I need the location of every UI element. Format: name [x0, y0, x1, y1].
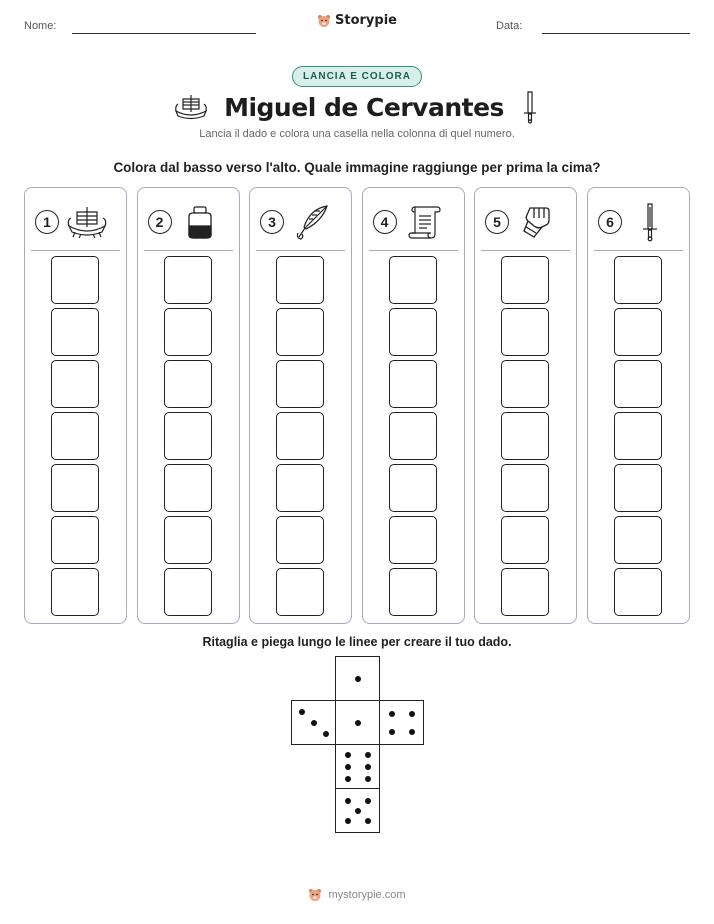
title-row [0, 90, 714, 124]
color-cell[interactable] [614, 256, 662, 304]
column-number: 5 [485, 210, 509, 234]
die-pip [355, 676, 361, 682]
die-pip [409, 711, 415, 717]
die-pip [409, 729, 415, 735]
color-cell[interactable] [389, 412, 437, 460]
column-number: 3 [260, 210, 284, 234]
die-pip [345, 798, 351, 804]
color-cell[interactable] [276, 360, 324, 408]
name-label: Nome: [24, 20, 57, 32]
color-cell[interactable] [51, 308, 99, 356]
color-cell[interactable] [389, 516, 437, 564]
sword-icon [520, 90, 540, 124]
column-number: 1 [35, 210, 59, 234]
column-number: 6 [598, 210, 622, 234]
color-cell[interactable] [389, 256, 437, 304]
bear-icon [317, 14, 331, 28]
die-pip [323, 731, 329, 737]
inkwell-icon [184, 204, 216, 240]
die-pip [365, 764, 371, 770]
die-face-1 [335, 656, 380, 701]
die-face-4 [379, 700, 424, 745]
color-cell[interactable] [51, 464, 99, 512]
column-5 [474, 187, 577, 624]
die-pip [345, 776, 351, 782]
date-line[interactable] [542, 33, 690, 34]
color-cell[interactable] [164, 308, 212, 356]
die-pip [345, 818, 351, 824]
color-cell[interactable] [614, 360, 662, 408]
color-cell[interactable] [51, 360, 99, 408]
die-pip [345, 752, 351, 758]
die-pip [355, 720, 361, 726]
color-cell[interactable] [501, 516, 549, 564]
color-cell[interactable] [389, 464, 437, 512]
die-face-6 [335, 744, 380, 789]
name-line[interactable] [72, 33, 256, 34]
die-face-3 [291, 700, 336, 745]
sword-icon [639, 202, 661, 242]
color-cell[interactable] [276, 568, 324, 616]
column-2 [137, 187, 240, 624]
color-cell[interactable] [614, 568, 662, 616]
subtitle: Lancia il dado e colora una casella nella colonna di quel numero. [199, 128, 515, 140]
color-cell[interactable] [51, 516, 99, 564]
ship-icon [174, 91, 208, 123]
die-face-1 [335, 700, 380, 745]
page-title: Miguel de Cervantes [224, 92, 504, 122]
color-cell[interactable] [51, 412, 99, 460]
footer-url: mystorypie.com [328, 889, 406, 901]
color-cell[interactable] [276, 516, 324, 564]
die-pip [365, 818, 371, 824]
color-cell[interactable] [276, 412, 324, 460]
column-3 [249, 187, 352, 624]
color-cell[interactable] [164, 412, 212, 460]
color-cell[interactable] [389, 308, 437, 356]
instruction: Colora dal basso verso l'alto. Quale immagine raggiunge per prima la cima? [113, 160, 601, 175]
color-cell[interactable] [614, 464, 662, 512]
color-cell[interactable] [276, 308, 324, 356]
color-cell[interactable] [51, 256, 99, 304]
ship-icon [67, 204, 107, 240]
color-cell[interactable] [51, 568, 99, 616]
brand-name: Storypie [335, 13, 397, 28]
die-pip [365, 798, 371, 804]
color-cell[interactable] [501, 360, 549, 408]
color-cell[interactable] [501, 464, 549, 512]
quill-icon [294, 203, 330, 241]
die-pip [389, 711, 395, 717]
die-pip [365, 752, 371, 758]
color-cell[interactable] [164, 568, 212, 616]
die-pip [299, 709, 305, 715]
column-1 [24, 187, 127, 624]
date-label: Data: [496, 20, 523, 32]
color-cell[interactable] [614, 412, 662, 460]
column-6 [587, 187, 690, 624]
color-cell[interactable] [389, 568, 437, 616]
die-pip [345, 764, 351, 770]
footer [0, 888, 714, 902]
brand-logo [0, 13, 714, 28]
color-cell[interactable] [276, 256, 324, 304]
bear-icon [308, 888, 322, 902]
column-number: 2 [148, 210, 172, 234]
color-cell[interactable] [276, 464, 324, 512]
color-cell[interactable] [164, 516, 212, 564]
die-instruction: Ritaglia e piega lungo le linee per creare il tuo dado. [202, 635, 512, 649]
scroll-icon [407, 203, 443, 241]
die-face-5 [335, 788, 380, 833]
die-pip [365, 776, 371, 782]
die-pip [389, 729, 395, 735]
color-cell[interactable] [501, 568, 549, 616]
color-cell[interactable] [614, 308, 662, 356]
gauntlet-icon [520, 204, 554, 240]
color-cell[interactable] [164, 256, 212, 304]
activity-badge: LANCIA E COLORA [292, 66, 422, 87]
color-cell[interactable] [164, 464, 212, 512]
color-cell[interactable] [501, 308, 549, 356]
color-cell[interactable] [389, 360, 437, 408]
color-cell[interactable] [501, 256, 549, 304]
color-cell[interactable] [614, 516, 662, 564]
die-pip [355, 808, 361, 814]
column-number: 4 [373, 210, 397, 234]
column-4 [362, 187, 465, 624]
color-cell[interactable] [501, 412, 549, 460]
die-pip [311, 720, 317, 726]
color-cell[interactable] [164, 360, 212, 408]
